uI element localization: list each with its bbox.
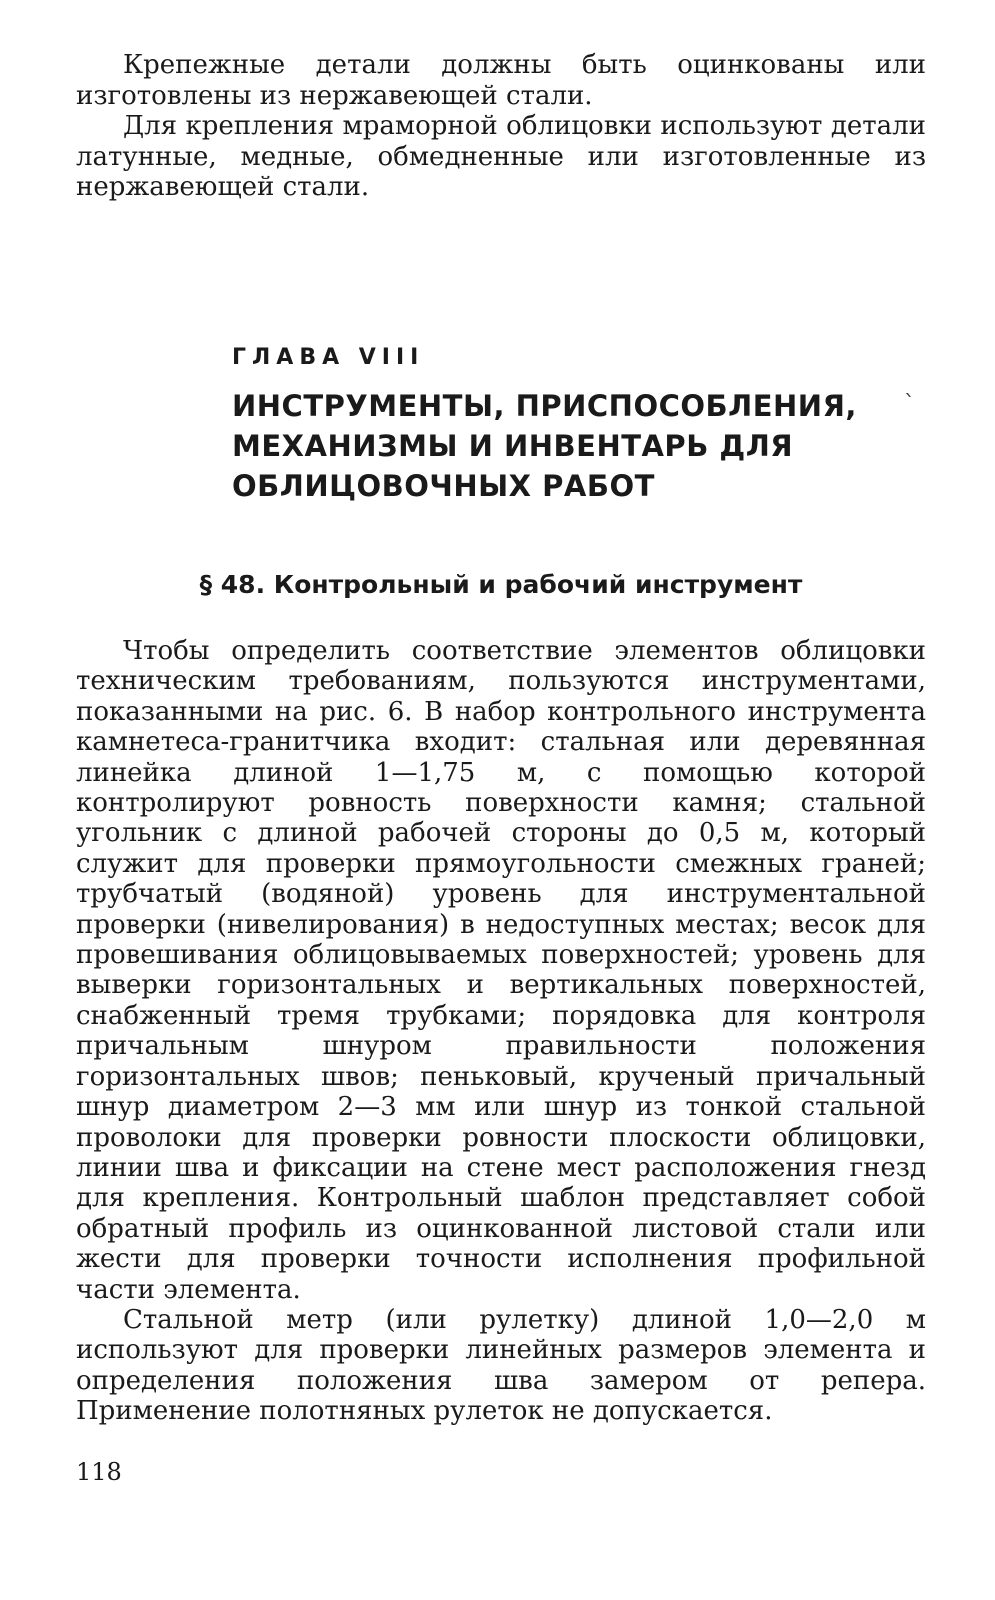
chapter-title bbox=[232, 386, 892, 506]
page-number: 118 bbox=[76, 1458, 122, 1486]
paragraph-marble-fastening: Для крепления мраморной облицовки используют детали латунные, медные, обмедненные или изготовленные из нержавеющей стали. bbox=[76, 111, 926, 202]
section-heading: § 48. Контрольный и рабочий инструмент bbox=[199, 570, 803, 599]
chapter-title-text: ИНСТРУМЕНТЫ, ПРИСПОСОБЛЕНИЯ, МЕХАНИЗМЫ И ИНВЕНТАРЬ ДЛЯ ОБЛИЦОВОЧНЫХ РАБОТ bbox=[232, 389, 857, 503]
paragraph-steel-meter: Стальной метр (или рулетку) длиной 1,0—2,0 м используют для проверки линейных размеров элемента и определения положения шва замером от репера. Применение полотняных рулеток не допускается. bbox=[76, 1304, 926, 1427]
scan-mark: ` bbox=[904, 392, 915, 417]
top-text-block bbox=[76, 50, 926, 203]
chapter-header bbox=[232, 345, 932, 506]
section-body bbox=[76, 636, 926, 1427]
chapter-label: ГЛАВА VIII bbox=[232, 345, 425, 370]
paragraph-control-tools: Чтобы определить соответствие элементов облицовки техническим требованиям, пользуются инструментами, показанными на рис. 6. В набор контрольного инструмента камнетеса-гранитчика входит: стальная или деревянная линейка длиной 1—1,75 м, с помощью которой контролируют ровность поверхности камня; стальной угольник с длиной рабочей стороны до 0,5 м, который служит для проверки прямоугольности смежных граней; трубчатый (водяной) уровень для инструментальной проверки (нивелирования) в недоступных местах; весок для провешивания облицовываемых поверхностей; уровень для выверки горизонтальных и вертикальных поверхностей, снабженный тремя трубками; порядовка для контроля причальным шнуром правильности положения горизонтальных швов; пеньковый, крученый причальный шнур диаметром 2—3 мм или шнур из тонкой стальной проволоки для проверки ровности плоскости облицовки, линии шва и фиксации на стене мест расположения гнезд для крепления. Контрольный шаблон представляет собой обратный профиль из оцинкованной листовой стали или жести для проверки точности исполнения профильной части элемента. bbox=[76, 636, 926, 1305]
paragraph-fasteners: Крепежные детали должны быть оцинкованы или изготовлены из нержавеющей стали. bbox=[76, 50, 926, 111]
